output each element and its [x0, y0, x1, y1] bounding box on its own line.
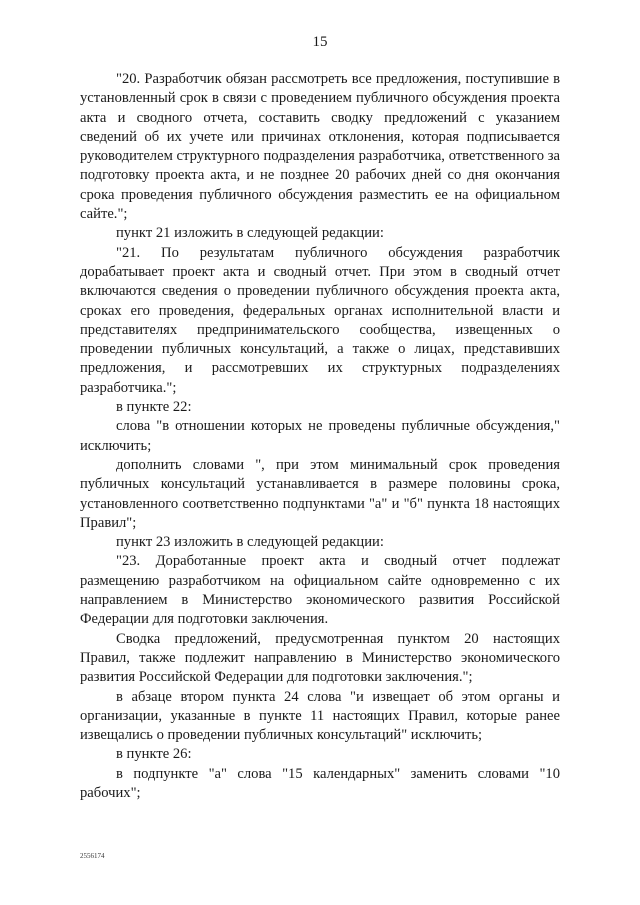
paragraph-instruction-23: пункт 23 изложить в следующей редакции:	[116, 534, 384, 551]
paragraph-instruction-21: пункт 21 изложить в следующей редакции:	[116, 225, 384, 242]
paragraph-item-22-exclude: слова "в отношении которых не проведены публичные обсуждения," исключить;	[80, 418, 560, 454]
paragraph-item-23: "23. Доработанные проект акта и сводный отчет подлежат размещению разработчиком на официальном сайте одновременно с их направлением в Министерство экономического развития Российской Федерации для подготовки заключения.	[80, 553, 560, 628]
paragraph-item-26-a: в подпункте "а" слова "15 календарных" заменить словами "10 рабочих";	[80, 765, 560, 801]
paragraph-instruction-22: в пункте 22:	[116, 399, 192, 416]
paragraph-item-20: "20. Разработчик обязан рассмотреть все предложения, поступившие в установленный срок в связи с проведением публичного обсуждения проекта акта и сводного отчета, составить сводку предложений с указанием сведений об их учете или причинах отклонения, которая подписывается руководителем структурного подразделения разработчика, ответственного за подготовку проекта акта, и не позднее 20 рабочих дней со дня окончания срока проведения публичного обсуждения разместить ее на официальном сайте.";	[80, 71, 560, 223]
paragraph-item-21: "21. По результатам публичного обсуждения разработчик дорабатывает проект акта и сводный отчет. При этом в сводный отчет включаются сведения о проведении публичного обсуждения проекта акта, сроках его проведения, федеральных органах исполнительной власти и представителях предпринимательского сообщества, извещенных о проведении публичных консультаций, а также о лицах, представивших предложения, и рассмотревших их структурных подразделениях разработчика.";	[80, 244, 560, 396]
paragraph-item-23-summary: Сводка предложений, предусмотренная пунктом 20 настоящих Правил, также подлежит направлению в Министерство экономического развития Российской Федерации для подготовки заключения.";	[80, 630, 560, 686]
document-body	[80, 70, 560, 803]
page-number: 15	[312, 34, 328, 50]
paragraph-instruction-26: в пункте 26:	[116, 746, 192, 763]
document-code: 2556174	[80, 852, 105, 860]
paragraph-item-22-add: дополнить словами ", при этом минимальный срок проведения публичных консультаций устанавливается в размере половины срока, установленного соответственно подпунктами "а" и "б" пункта 18 настоящих Правил";	[80, 456, 560, 531]
paragraph-item-24: в абзаце втором пункта 24 слова "и извещает об этом органы и организации, указанные в пункте 11 настоящих Правил, которые ранее извещались о проведении публичных консультаций" исключить;	[80, 688, 560, 744]
